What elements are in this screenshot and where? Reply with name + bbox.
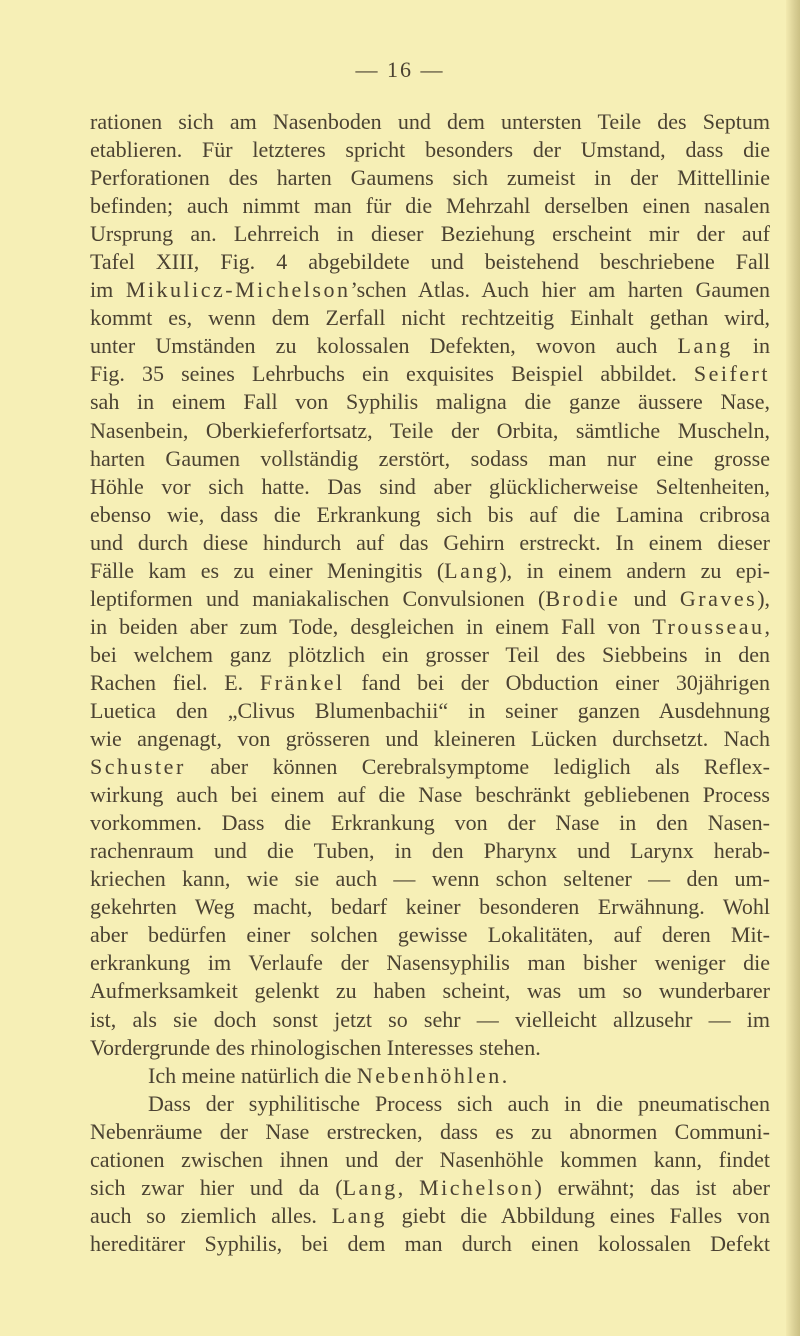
- text-segment: sah in einem Fall von Syphilis maligna die ganze äussere Nase,: [90, 389, 770, 415]
- text-line: [90, 1202, 770, 1230]
- text-line: [90, 1174, 770, 1202]
- text-line: [90, 1230, 770, 1258]
- text-segment: und: [620, 585, 680, 611]
- text-line: [90, 809, 770, 837]
- emphasized-name: Michelson: [419, 1174, 535, 1200]
- text-segment: ) erwähnt; das ist aber: [534, 1174, 771, 1200]
- text-line: [90, 360, 770, 388]
- body-text: [90, 108, 770, 1258]
- text-segment: vorkommen. Dass die Erkrankung von der Nase in den Nasen-: [90, 810, 770, 836]
- text-line: [90, 304, 770, 332]
- text-line: [90, 613, 770, 641]
- text-segment: ,: [397, 1174, 420, 1200]
- emphasized-name: Trousseau: [652, 613, 765, 639]
- text-segment: giebt die Abbildung eines Falles von: [386, 1202, 770, 1228]
- text-line: [90, 1062, 770, 1090]
- text-segment: aber bedürfen einer solchen gewisse Lokalitäten, auf deren Mit-: [90, 922, 770, 948]
- emphasized-name: Lang: [331, 1202, 387, 1228]
- emphasized-name: Nebenhöhlen: [356, 1062, 502, 1088]
- text-line: [90, 529, 770, 557]
- text-segment: erkrankung im Verlaufe der Nasensyphilis man bisher weniger die: [90, 950, 770, 976]
- text-segment: in beiden aber zum Tode, desgleichen in einem Fall von: [90, 613, 653, 639]
- text-segment: rationen sich am Nasenboden und dem untersten Teile des Septum: [90, 109, 770, 134]
- text-line: [90, 921, 770, 949]
- text-segment: Tafel XIII, Fig. 4 abgebildete und beistehend beschriebene Fall: [90, 249, 770, 275]
- text-segment: und durch diese hindurch auf das Gehirn erstreckt. In einem dieser: [90, 529, 770, 555]
- text-segment: ),: [757, 585, 771, 611]
- text-segment: Höhle vor sich hatte. Das sind aber glücklicherweise Seltenheiten,: [90, 473, 770, 499]
- emphasized-name: Lang: [677, 333, 733, 359]
- text-line: [90, 977, 770, 1005]
- page-edge-shadow: [786, 0, 800, 1336]
- text-segment: wirkung auch bei einem auf die Nase beschränkt gebliebenen Process: [90, 782, 770, 808]
- emphasized-name: Lang: [444, 557, 500, 583]
- text-line: [90, 837, 770, 865]
- text-segment: ), in einem andern zu epi-: [499, 557, 771, 583]
- text-segment: ,: [764, 613, 770, 639]
- text-line: [90, 1006, 770, 1034]
- page-number: — 16 —: [355, 57, 445, 82]
- text-segment: Perforationen des harten Gaumens sich zumeist in der Mittellinie: [90, 165, 770, 191]
- text-line: [90, 388, 770, 416]
- text-segment: .: [501, 1062, 508, 1088]
- text-segment: gekehrten Weg macht, bedarf keiner besonderen Erwähnung. Wohl: [90, 894, 770, 920]
- text-segment: ’schen Atlas. Auch hier am harten Gaumen: [350, 277, 770, 303]
- text-line: [90, 276, 770, 304]
- text-line: [90, 445, 770, 473]
- text-segment: bei welchem ganz plötzlich ein grosser Teil des Siebbeins in den: [90, 641, 770, 667]
- text-line: [90, 501, 770, 529]
- text-segment: Vordergrunde des rhinologischen Interesses stehen.: [90, 1034, 541, 1060]
- text-segment: ebenso wie, dass die Erkrankung sich bis auf die Lamina cribrosa: [90, 501, 770, 527]
- emphasized-name: Fränkel: [259, 669, 345, 695]
- text-segment: Rachen fiel. E.: [90, 669, 260, 695]
- text-line: [90, 108, 770, 136]
- text-segment: aber können Cerebralsymptome lediglich als Reflex-: [185, 754, 770, 780]
- text-line: [90, 248, 770, 276]
- text-segment: Nasenbein, Oberkieferfortsatz, Teile der Orbita, sämtliche Muscheln,: [90, 417, 770, 443]
- text-segment: im: [90, 277, 126, 303]
- emphasized-name: Seifert: [693, 361, 770, 387]
- text-line: [90, 697, 770, 725]
- text-line: [90, 1090, 770, 1118]
- text-segment: Ich meine natürlich die: [148, 1062, 357, 1088]
- text-line: [90, 1034, 770, 1062]
- text-segment: befinden; auch nimmt man für die Mehrzahl derselben einen nasalen: [90, 193, 770, 219]
- text-line: [90, 332, 770, 360]
- emphasized-name: Brodie: [545, 585, 621, 611]
- text-line: [90, 865, 770, 893]
- text-line: [90, 192, 770, 220]
- emphasized-name: Mikulicz-Michelson: [125, 277, 351, 303]
- text-segment: sich zwar hier und da (: [90, 1174, 343, 1200]
- text-line: [90, 557, 770, 585]
- text-segment: Aufmerksamkeit gelenkt zu haben scheint, was um so wunderbarer: [90, 978, 770, 1004]
- text-segment: Ursprung an. Lehrreich in dieser Beziehung erscheint mir der auf: [90, 221, 770, 247]
- text-segment: kommt es, wenn dem Zerfall nicht rechtzeitig Einhalt gethan wird,: [90, 305, 770, 331]
- text-segment: in: [732, 333, 770, 359]
- text-line: [90, 753, 770, 781]
- text-line: [90, 641, 770, 669]
- text-line: [90, 164, 770, 192]
- text-line: [90, 725, 770, 753]
- text-line: [90, 473, 770, 501]
- text-segment: auch so ziemlich alles.: [90, 1202, 332, 1228]
- text-segment: cationen zwischen ihnen und der Nasenhöhle kommen kann, findet: [90, 1146, 770, 1172]
- text-segment: fand bei der Obduction einer 30jährigen: [344, 669, 770, 695]
- text-segment: Nebenräume der Nase erstrecken, dass es zu abnormen Communi-: [90, 1118, 770, 1144]
- text-line: [90, 1118, 770, 1146]
- text-segment: rachenraum und die Tuben, in den Pharynx und Larynx herab-: [90, 838, 770, 864]
- text-segment: Dass der syphilitische Process sich auch in die pneumatischen: [148, 1090, 770, 1116]
- text-segment: etablieren. Für letzteres spricht besonders der Umstand, dass die: [90, 137, 770, 163]
- text-line: [90, 1146, 770, 1174]
- text-line: [90, 417, 770, 445]
- text-line: [90, 585, 770, 613]
- text-line: [90, 893, 770, 921]
- text-segment: ist, als sie doch sonst jetzt so sehr — vielleicht allzusehr — im: [90, 1006, 770, 1032]
- emphasized-name: Lang: [342, 1174, 398, 1200]
- text-segment: Luetica den „Clivus Blumenbachii“ in seiner ganzen Ausdehnung: [90, 697, 770, 723]
- text-line: [90, 781, 770, 809]
- text-segment: kriechen kann, wie sie auch — wenn schon seltener — den um-: [90, 866, 770, 892]
- text-segment: harten Gaumen vollständig zerstört, sodass man nur eine grosse: [90, 445, 770, 471]
- text-segment: wie angenagt, von grösseren und kleineren Lücken durchsetzt. Nach: [90, 726, 770, 752]
- text-segment: Fig. 35 seines Lehrbuchs ein exquisites Beispiel abbildet.: [90, 361, 694, 387]
- text-segment: Fälle kam es zu einer Meningitis (: [90, 557, 445, 583]
- emphasized-name: Schuster: [90, 754, 186, 780]
- text-line: [90, 136, 770, 164]
- text-segment: unter Umständen zu kolossalen Defekten, wovon auch: [90, 333, 678, 359]
- text-line: [90, 669, 770, 697]
- text-line: [90, 949, 770, 977]
- emphasized-name: Graves: [679, 585, 758, 611]
- text-segment: leptiformen und maniakalischen Convulsionen (: [90, 585, 546, 611]
- text-line: [90, 220, 770, 248]
- text-segment: hereditärer Syphilis, bei dem man durch einen kolossalen Defekt: [90, 1230, 770, 1256]
